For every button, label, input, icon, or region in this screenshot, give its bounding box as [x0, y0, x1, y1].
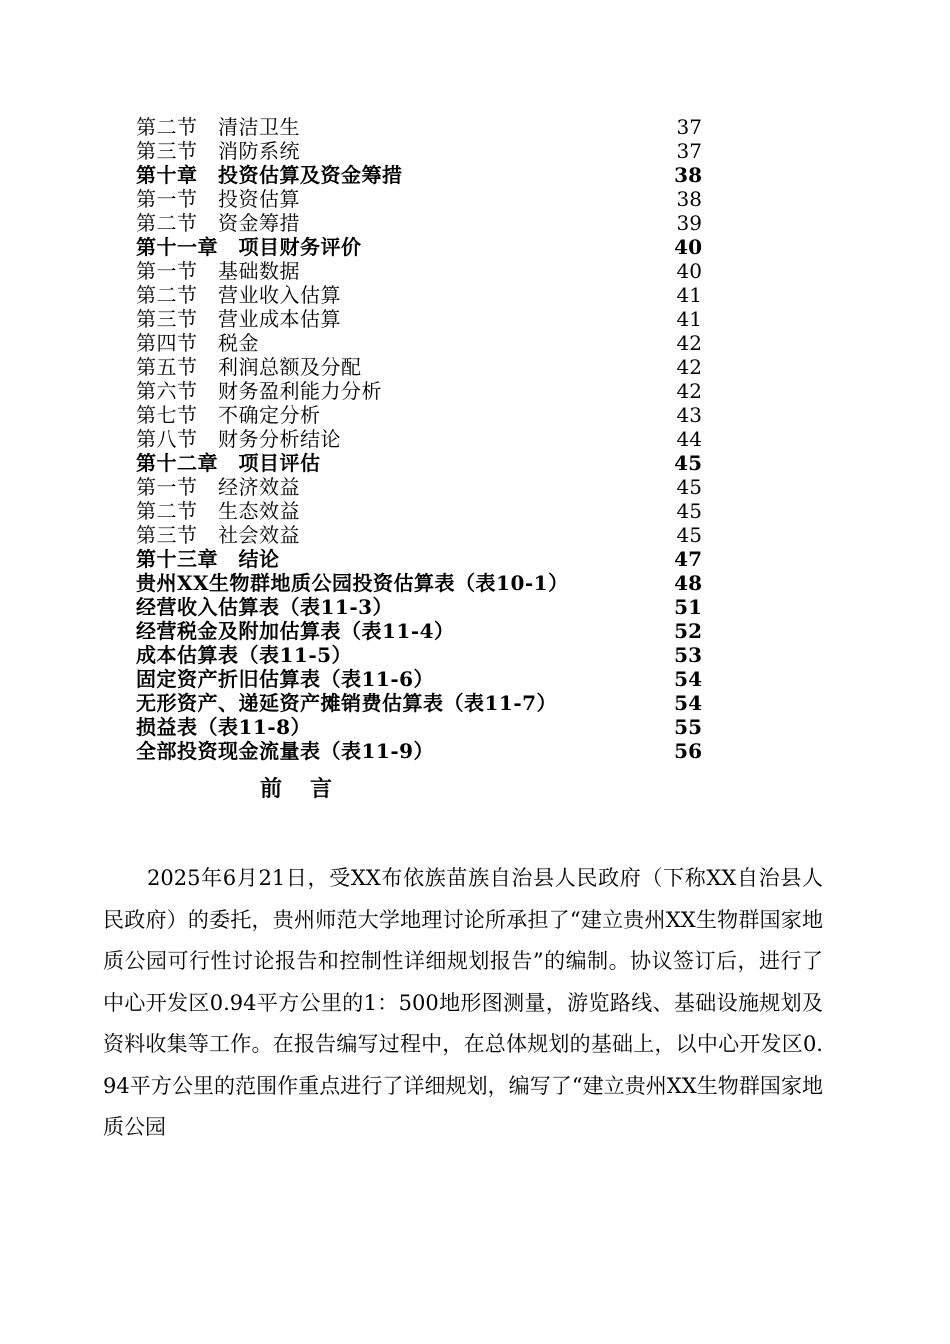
toc-entry-label: 第八节 财务分析结论 [136, 427, 341, 451]
toc-entry-label: 第二节 资金筹措 [136, 211, 300, 235]
toc-entry[interactable] [136, 643, 702, 667]
toc-entry-page: 48 [674, 571, 702, 595]
toc-entry-label: 第一节 投资估算 [136, 187, 300, 211]
toc-entry-page: 38 [676, 187, 702, 211]
toc-entry[interactable] [136, 619, 702, 643]
toc-entry-page: 42 [676, 379, 702, 403]
toc-entry[interactable] [136, 739, 702, 763]
toc-entry-page: 52 [674, 619, 702, 643]
toc-entry-label: 第二节 生态效益 [136, 499, 300, 523]
toc-entry-page: 54 [674, 667, 702, 691]
toc-entry[interactable] [136, 259, 702, 283]
toc-entry-label: 第十三章 结论 [136, 547, 280, 571]
toc-entry-label: 固定资产折旧估算表（表11-6） [136, 667, 435, 691]
toc-entry-label: 第十一章 项目财务评价 [136, 235, 362, 259]
toc-entry-page: 44 [676, 427, 702, 451]
toc-entry[interactable] [136, 379, 702, 403]
toc-entry[interactable] [136, 403, 702, 427]
toc-entry-label: 第七节 不确定分析 [136, 403, 321, 427]
toc-entry[interactable] [136, 667, 702, 691]
toc-entry-page: 40 [676, 259, 702, 283]
toc-entry[interactable] [136, 307, 702, 331]
toc-entry-page: 54 [674, 691, 702, 715]
toc-entry-page: 51 [674, 595, 702, 619]
toc-entry-page: 42 [676, 355, 702, 379]
toc-entry-page: 41 [676, 283, 702, 307]
toc-entry-label: 第三节 社会效益 [136, 523, 300, 547]
toc-entry-page: 53 [674, 643, 702, 667]
toc-entry[interactable] [136, 547, 702, 571]
toc-entry-page: 45 [674, 451, 702, 475]
toc-entry-page: 41 [676, 307, 702, 331]
toc-entry[interactable] [136, 187, 702, 211]
toc-entry[interactable] [136, 475, 702, 499]
toc-entry-label: 贵州XX生物群地质公园投资估算表（表10-1） [136, 571, 569, 595]
toc-entry[interactable] [136, 571, 702, 595]
preface-paragraph: 2025年6月21日，受XX布依族苗族自治县人民政府（下称XX自治县人民政府）的委托，贵州师范大学地理讨论所承担了“建立贵州XX生物群国家地质公园可行性讨论报告和控制性详细规划报告”的编制。协议签订后，进行了中心开发区0.94平方公里的1：500地形图测量，游览路线、基础设施规划及资料收集等工作。在报告编写过程中，在总体规划的基础上，以中心开发区0.94平方公里的范围作重点进行了详细规划，编写了“建立贵州XX生物群国家地质公园 [103, 866, 823, 1139]
toc-entry-page: 55 [674, 715, 702, 739]
table-of-contents [136, 115, 702, 763]
toc-entry-page: 37 [676, 115, 702, 139]
toc-entry[interactable] [136, 523, 702, 547]
toc-entry[interactable] [136, 427, 702, 451]
toc-entry-label: 第十章 投资估算及资金筹措 [136, 163, 403, 187]
toc-entry-label: 第六节 财务盈利能力分析 [136, 379, 382, 403]
toc-entry-page: 45 [676, 475, 702, 499]
toc-entry-label: 成本估算表（表11-5） [136, 643, 353, 667]
toc-entry-label: 损益表（表11-8） [136, 715, 312, 739]
toc-entry[interactable] [136, 451, 702, 475]
toc-entry-label: 第三节 营业成本估算 [136, 307, 341, 331]
toc-entry-label: 第三节 消防系统 [136, 139, 300, 163]
toc-entry[interactable] [136, 163, 702, 187]
toc-entry-page: 40 [674, 235, 702, 259]
toc-entry-page: 37 [676, 139, 702, 163]
toc-entry-page: 43 [676, 403, 702, 427]
toc-entry-label: 第四节 税金 [136, 331, 259, 355]
toc-entry[interactable] [136, 115, 702, 139]
toc-entry[interactable] [136, 499, 702, 523]
toc-entry[interactable] [136, 283, 702, 307]
toc-entry-page: 45 [676, 499, 702, 523]
toc-entry-label: 经营税金及附加估算表（表11-4） [136, 619, 455, 643]
toc-entry-label: 经营收入估算表（表11-3） [136, 595, 394, 619]
toc-entry-page: 47 [674, 547, 702, 571]
toc-entry[interactable] [136, 691, 702, 715]
toc-entry-label: 第一节 经济效益 [136, 475, 300, 499]
toc-entry-label: 全部投资现金流量表（表11-9） [136, 739, 435, 763]
toc-entry[interactable] [136, 595, 702, 619]
toc-entry-label: 第二节 清洁卫生 [136, 115, 300, 139]
toc-entry-page: 39 [676, 211, 702, 235]
page-title: 前言 [259, 776, 360, 802]
toc-entry[interactable] [136, 235, 702, 259]
toc-entry-page: 38 [674, 163, 702, 187]
toc-entry-label: 第二节 营业收入估算 [136, 283, 341, 307]
toc-entry-label: 第五节 利润总额及分配 [136, 355, 362, 379]
toc-entry-label: 无形资产、递延资产摊销费估算表（表11-7） [136, 691, 558, 715]
toc-entry-label: 第十二章 项目评估 [136, 451, 321, 475]
toc-entry[interactable] [136, 331, 702, 355]
toc-entry-page: 45 [676, 523, 702, 547]
toc-entry-page: 56 [674, 739, 702, 763]
toc-entry[interactable] [136, 139, 702, 163]
toc-entry-page: 42 [676, 331, 702, 355]
toc-entry[interactable] [136, 355, 702, 379]
toc-entry-label: 第一节 基础数据 [136, 259, 300, 283]
toc-entry[interactable] [136, 715, 702, 739]
toc-entry[interactable] [136, 211, 702, 235]
